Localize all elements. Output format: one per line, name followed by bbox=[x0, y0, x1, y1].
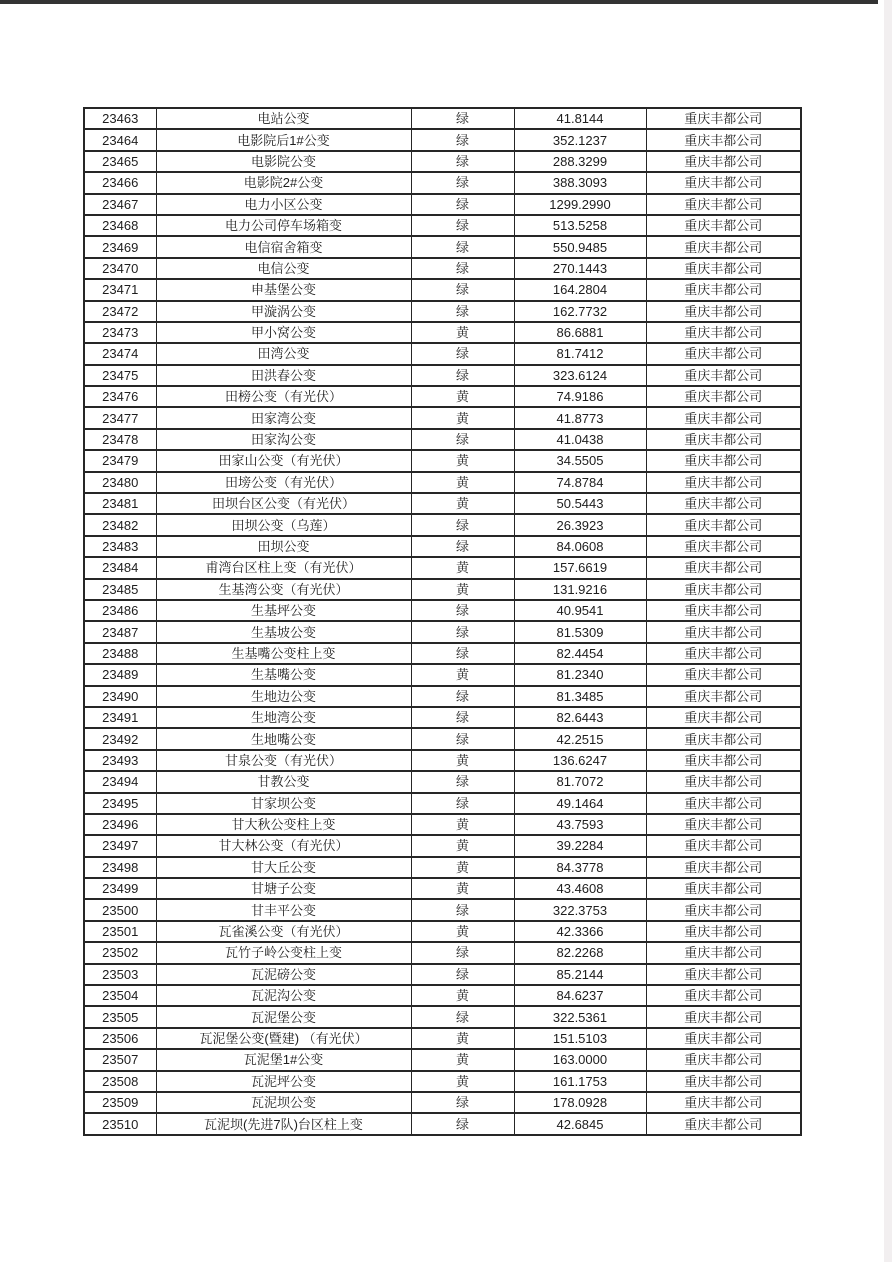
row-company-cell: 重庆丰都公司 bbox=[646, 215, 801, 236]
row-id-cell: 23478 bbox=[84, 429, 156, 450]
row-value-cell: 178.0928 bbox=[514, 1092, 646, 1113]
row-name-cell: 甲小窝公变 bbox=[156, 322, 411, 343]
table-row bbox=[84, 686, 801, 707]
row-name-cell: 田塝公变（有光伏） bbox=[156, 472, 411, 493]
row-name-cell: 瓦竹子岭公变柱上变 bbox=[156, 942, 411, 963]
row-name-cell: 电力公司停车场箱变 bbox=[156, 215, 411, 236]
row-value-cell: 352.1237 bbox=[514, 129, 646, 150]
row-status-color-cell: 绿 bbox=[411, 707, 514, 728]
row-status-color-cell: 黄 bbox=[411, 814, 514, 835]
table-row bbox=[84, 579, 801, 600]
row-id-cell: 23466 bbox=[84, 172, 156, 193]
row-id-cell: 23488 bbox=[84, 643, 156, 664]
row-value-cell: 41.8144 bbox=[514, 108, 646, 129]
row-value-cell: 151.5103 bbox=[514, 1028, 646, 1049]
table-row bbox=[84, 1049, 801, 1070]
row-value-cell: 43.7593 bbox=[514, 814, 646, 835]
table-row bbox=[84, 1006, 801, 1027]
row-id-cell: 23480 bbox=[84, 472, 156, 493]
row-name-cell: 田家沟公变 bbox=[156, 429, 411, 450]
table-row bbox=[84, 450, 801, 471]
table-row bbox=[84, 172, 801, 193]
table-row bbox=[84, 1092, 801, 1113]
row-status-color-cell: 黄 bbox=[411, 1049, 514, 1070]
row-name-cell: 甘教公变 bbox=[156, 771, 411, 792]
row-company-cell: 重庆丰都公司 bbox=[646, 450, 801, 471]
row-name-cell: 瓦雀溪公变（有光伏） bbox=[156, 921, 411, 942]
row-value-cell: 322.3753 bbox=[514, 899, 646, 920]
row-name-cell: 生地边公变 bbox=[156, 686, 411, 707]
row-name-cell: 田家山公变（有光伏） bbox=[156, 450, 411, 471]
table-row bbox=[84, 407, 801, 428]
row-value-cell: 39.2284 bbox=[514, 835, 646, 856]
row-id-cell: 23464 bbox=[84, 129, 156, 150]
row-status-color-cell: 绿 bbox=[411, 1092, 514, 1113]
row-status-color-cell: 绿 bbox=[411, 108, 514, 129]
row-id-cell: 23470 bbox=[84, 258, 156, 279]
row-value-cell: 163.0000 bbox=[514, 1049, 646, 1070]
table-row bbox=[84, 386, 801, 407]
row-id-cell: 23498 bbox=[84, 857, 156, 878]
row-id-cell: 23492 bbox=[84, 728, 156, 749]
row-company-cell: 重庆丰都公司 bbox=[646, 407, 801, 428]
row-id-cell: 23485 bbox=[84, 579, 156, 600]
row-value-cell: 43.4608 bbox=[514, 878, 646, 899]
row-value-cell: 81.5309 bbox=[514, 621, 646, 642]
row-status-color-cell: 绿 bbox=[411, 172, 514, 193]
row-id-cell: 23496 bbox=[84, 814, 156, 835]
row-company-cell: 重庆丰都公司 bbox=[646, 129, 801, 150]
row-id-cell: 23471 bbox=[84, 279, 156, 300]
row-company-cell: 重庆丰都公司 bbox=[646, 472, 801, 493]
row-name-cell: 甘塘子公变 bbox=[156, 878, 411, 899]
row-company-cell: 重庆丰都公司 bbox=[646, 686, 801, 707]
row-id-cell: 23481 bbox=[84, 493, 156, 514]
row-status-color-cell: 绿 bbox=[411, 942, 514, 963]
row-status-color-cell: 黄 bbox=[411, 835, 514, 856]
row-company-cell: 重庆丰都公司 bbox=[646, 1028, 801, 1049]
row-company-cell: 重庆丰都公司 bbox=[646, 899, 801, 920]
page-right-edge bbox=[884, 0, 892, 1262]
row-id-cell: 23490 bbox=[84, 686, 156, 707]
row-name-cell: 田坝公变 bbox=[156, 536, 411, 557]
row-status-color-cell: 黄 bbox=[411, 579, 514, 600]
row-value-cell: 270.1443 bbox=[514, 258, 646, 279]
row-name-cell: 电信公变 bbox=[156, 258, 411, 279]
row-id-cell: 23487 bbox=[84, 621, 156, 642]
row-id-cell: 23508 bbox=[84, 1071, 156, 1092]
row-id-cell: 23502 bbox=[84, 942, 156, 963]
table-row bbox=[84, 728, 801, 749]
row-name-cell: 甘家坝公变 bbox=[156, 793, 411, 814]
row-value-cell: 42.6845 bbox=[514, 1113, 646, 1134]
row-name-cell: 瓦泥磅公变 bbox=[156, 964, 411, 985]
row-value-cell: 81.2340 bbox=[514, 664, 646, 685]
row-status-color-cell: 黄 bbox=[411, 386, 514, 407]
row-company-cell: 重庆丰都公司 bbox=[646, 750, 801, 771]
table-row bbox=[84, 258, 801, 279]
row-company-cell: 重庆丰都公司 bbox=[646, 258, 801, 279]
row-status-color-cell: 黄 bbox=[411, 878, 514, 899]
row-name-cell: 瓦泥坝公变 bbox=[156, 1092, 411, 1113]
row-company-cell: 重庆丰都公司 bbox=[646, 151, 801, 172]
row-id-cell: 23489 bbox=[84, 664, 156, 685]
row-company-cell: 重庆丰都公司 bbox=[646, 921, 801, 942]
row-name-cell: 田坝公变（乌莲） bbox=[156, 514, 411, 535]
table-row bbox=[84, 536, 801, 557]
row-company-cell: 重庆丰都公司 bbox=[646, 493, 801, 514]
row-company-cell: 重庆丰都公司 bbox=[646, 964, 801, 985]
row-name-cell: 瓦泥坝(先进7队)台区柱上变 bbox=[156, 1113, 411, 1134]
row-value-cell: 42.2515 bbox=[514, 728, 646, 749]
row-name-cell: 电力小区公变 bbox=[156, 194, 411, 215]
row-status-color-cell: 黄 bbox=[411, 1071, 514, 1092]
row-status-color-cell: 绿 bbox=[411, 686, 514, 707]
row-name-cell: 瓦泥堡公变(暨建) （有光伏） bbox=[156, 1028, 411, 1049]
row-company-cell: 重庆丰都公司 bbox=[646, 536, 801, 557]
row-status-color-cell: 黄 bbox=[411, 472, 514, 493]
row-name-cell: 电信宿舍箱变 bbox=[156, 236, 411, 257]
row-status-color-cell: 绿 bbox=[411, 1113, 514, 1134]
row-status-color-cell: 绿 bbox=[411, 194, 514, 215]
row-company-cell: 重庆丰都公司 bbox=[646, 514, 801, 535]
row-company-cell: 重庆丰都公司 bbox=[646, 728, 801, 749]
table-row bbox=[84, 964, 801, 985]
row-company-cell: 重庆丰都公司 bbox=[646, 279, 801, 300]
row-id-cell: 23475 bbox=[84, 365, 156, 386]
row-name-cell: 甘大秋公变柱上变 bbox=[156, 814, 411, 835]
row-company-cell: 重庆丰都公司 bbox=[646, 557, 801, 578]
row-company-cell: 重庆丰都公司 bbox=[646, 194, 801, 215]
table-row bbox=[84, 664, 801, 685]
row-company-cell: 重庆丰都公司 bbox=[646, 857, 801, 878]
table-row bbox=[84, 493, 801, 514]
table-row bbox=[84, 1113, 801, 1134]
table-row bbox=[84, 814, 801, 835]
row-id-cell: 23479 bbox=[84, 450, 156, 471]
row-value-cell: 84.0608 bbox=[514, 536, 646, 557]
row-company-cell: 重庆丰都公司 bbox=[646, 793, 801, 814]
row-status-color-cell: 绿 bbox=[411, 215, 514, 236]
row-company-cell: 重庆丰都公司 bbox=[646, 301, 801, 322]
row-name-cell: 电站公变 bbox=[156, 108, 411, 129]
table-row bbox=[84, 557, 801, 578]
row-id-cell: 23473 bbox=[84, 322, 156, 343]
row-status-color-cell: 黄 bbox=[411, 857, 514, 878]
row-status-color-cell: 黄 bbox=[411, 557, 514, 578]
row-company-cell: 重庆丰都公司 bbox=[646, 1113, 801, 1134]
row-name-cell: 甲漩涡公变 bbox=[156, 301, 411, 322]
table-row bbox=[84, 1071, 801, 1092]
row-value-cell: 74.9186 bbox=[514, 386, 646, 407]
top-border-bar bbox=[0, 0, 878, 4]
row-value-cell: 157.6619 bbox=[514, 557, 646, 578]
row-id-cell: 23476 bbox=[84, 386, 156, 407]
row-company-cell: 重庆丰都公司 bbox=[646, 707, 801, 728]
row-status-color-cell: 黄 bbox=[411, 664, 514, 685]
row-company-cell: 重庆丰都公司 bbox=[646, 600, 801, 621]
row-value-cell: 82.2268 bbox=[514, 942, 646, 963]
row-id-cell: 23501 bbox=[84, 921, 156, 942]
row-value-cell: 388.3093 bbox=[514, 172, 646, 193]
table-row bbox=[84, 215, 801, 236]
row-name-cell: 生地嘴公变 bbox=[156, 728, 411, 749]
row-value-cell: 84.6237 bbox=[514, 985, 646, 1006]
row-id-cell: 23509 bbox=[84, 1092, 156, 1113]
row-name-cell: 瓦泥沟公变 bbox=[156, 985, 411, 1006]
row-company-cell: 重庆丰都公司 bbox=[646, 942, 801, 963]
table-row bbox=[84, 236, 801, 257]
row-id-cell: 23493 bbox=[84, 750, 156, 771]
row-status-color-cell: 绿 bbox=[411, 964, 514, 985]
row-name-cell: 甘大丘公变 bbox=[156, 857, 411, 878]
row-name-cell: 瓦泥坪公变 bbox=[156, 1071, 411, 1092]
row-status-color-cell: 黄 bbox=[411, 1028, 514, 1049]
row-id-cell: 23477 bbox=[84, 407, 156, 428]
row-id-cell: 23497 bbox=[84, 835, 156, 856]
row-status-color-cell: 绿 bbox=[411, 1006, 514, 1027]
row-company-cell: 重庆丰都公司 bbox=[646, 664, 801, 685]
row-name-cell: 生地湾公变 bbox=[156, 707, 411, 728]
row-value-cell: 42.3366 bbox=[514, 921, 646, 942]
row-name-cell: 甘丰平公变 bbox=[156, 899, 411, 920]
table-row bbox=[84, 707, 801, 728]
row-company-cell: 重庆丰都公司 bbox=[646, 236, 801, 257]
table-body bbox=[84, 108, 801, 1135]
row-id-cell: 23465 bbox=[84, 151, 156, 172]
row-value-cell: 41.0438 bbox=[514, 429, 646, 450]
row-value-cell: 49.1464 bbox=[514, 793, 646, 814]
row-name-cell: 甘泉公变（有光伏） bbox=[156, 750, 411, 771]
table-row bbox=[84, 343, 801, 364]
row-value-cell: 81.3485 bbox=[514, 686, 646, 707]
row-id-cell: 23486 bbox=[84, 600, 156, 621]
row-status-color-cell: 黄 bbox=[411, 407, 514, 428]
row-id-cell: 23510 bbox=[84, 1113, 156, 1134]
row-value-cell: 81.7412 bbox=[514, 343, 646, 364]
row-name-cell: 田家湾公变 bbox=[156, 407, 411, 428]
table-row bbox=[84, 129, 801, 150]
row-company-cell: 重庆丰都公司 bbox=[646, 985, 801, 1006]
row-status-color-cell: 绿 bbox=[411, 771, 514, 792]
row-company-cell: 重庆丰都公司 bbox=[646, 1071, 801, 1092]
row-id-cell: 23504 bbox=[84, 985, 156, 1006]
row-status-color-cell: 绿 bbox=[411, 429, 514, 450]
table-row bbox=[84, 301, 801, 322]
row-status-color-cell: 绿 bbox=[411, 301, 514, 322]
row-status-color-cell: 黄 bbox=[411, 322, 514, 343]
row-id-cell: 23469 bbox=[84, 236, 156, 257]
row-name-cell: 瓦泥堡1#公变 bbox=[156, 1049, 411, 1070]
row-id-cell: 23463 bbox=[84, 108, 156, 129]
row-id-cell: 23468 bbox=[84, 215, 156, 236]
row-company-cell: 重庆丰都公司 bbox=[646, 429, 801, 450]
table-row bbox=[84, 643, 801, 664]
row-status-color-cell: 绿 bbox=[411, 151, 514, 172]
row-name-cell: 生基嘴公变柱上变 bbox=[156, 643, 411, 664]
row-value-cell: 34.5505 bbox=[514, 450, 646, 471]
table-row bbox=[84, 1028, 801, 1049]
table-row bbox=[84, 108, 801, 129]
row-id-cell: 23484 bbox=[84, 557, 156, 578]
table-row bbox=[84, 835, 801, 856]
row-id-cell: 23491 bbox=[84, 707, 156, 728]
table-row bbox=[84, 899, 801, 920]
row-status-color-cell: 绿 bbox=[411, 899, 514, 920]
row-status-color-cell: 绿 bbox=[411, 343, 514, 364]
row-id-cell: 23467 bbox=[84, 194, 156, 215]
table-row bbox=[84, 472, 801, 493]
row-status-color-cell: 黄 bbox=[411, 493, 514, 514]
row-status-color-cell: 黄 bbox=[411, 750, 514, 771]
row-company-cell: 重庆丰都公司 bbox=[646, 814, 801, 835]
row-value-cell: 50.5443 bbox=[514, 493, 646, 514]
table-row bbox=[84, 921, 801, 942]
row-value-cell: 322.5361 bbox=[514, 1006, 646, 1027]
row-name-cell: 瓦泥堡公变 bbox=[156, 1006, 411, 1027]
row-value-cell: 1299.2990 bbox=[514, 194, 646, 215]
table-row bbox=[84, 194, 801, 215]
row-company-cell: 重庆丰都公司 bbox=[646, 579, 801, 600]
row-value-cell: 84.3778 bbox=[514, 857, 646, 878]
row-company-cell: 重庆丰都公司 bbox=[646, 621, 801, 642]
row-name-cell: 田坝台区公变（有光伏） bbox=[156, 493, 411, 514]
row-value-cell: 288.3299 bbox=[514, 151, 646, 172]
row-value-cell: 82.4454 bbox=[514, 643, 646, 664]
row-id-cell: 23503 bbox=[84, 964, 156, 985]
row-company-cell: 重庆丰都公司 bbox=[646, 1049, 801, 1070]
row-company-cell: 重庆丰都公司 bbox=[646, 878, 801, 899]
row-value-cell: 40.9541 bbox=[514, 600, 646, 621]
row-name-cell: 电影院公变 bbox=[156, 151, 411, 172]
row-company-cell: 重庆丰都公司 bbox=[646, 835, 801, 856]
row-status-color-cell: 绿 bbox=[411, 793, 514, 814]
row-id-cell: 23506 bbox=[84, 1028, 156, 1049]
row-value-cell: 81.7072 bbox=[514, 771, 646, 792]
row-company-cell: 重庆丰都公司 bbox=[646, 771, 801, 792]
row-status-color-cell: 绿 bbox=[411, 129, 514, 150]
row-id-cell: 23482 bbox=[84, 514, 156, 535]
table-row bbox=[84, 942, 801, 963]
table-row bbox=[84, 750, 801, 771]
row-status-color-cell: 绿 bbox=[411, 258, 514, 279]
row-company-cell: 重庆丰都公司 bbox=[646, 322, 801, 343]
row-name-cell: 电影院后1#公变 bbox=[156, 129, 411, 150]
row-status-color-cell: 绿 bbox=[411, 621, 514, 642]
row-id-cell: 23505 bbox=[84, 1006, 156, 1027]
row-status-color-cell: 黄 bbox=[411, 921, 514, 942]
row-id-cell: 23499 bbox=[84, 878, 156, 899]
table-row bbox=[84, 322, 801, 343]
row-name-cell: 甘大林公变（有光伏） bbox=[156, 835, 411, 856]
row-status-color-cell: 绿 bbox=[411, 600, 514, 621]
table-row bbox=[84, 429, 801, 450]
row-company-cell: 重庆丰都公司 bbox=[646, 1006, 801, 1027]
table-row bbox=[84, 857, 801, 878]
row-company-cell: 重庆丰都公司 bbox=[646, 1092, 801, 1113]
row-name-cell: 生基坡公变 bbox=[156, 621, 411, 642]
row-value-cell: 136.6247 bbox=[514, 750, 646, 771]
table-row bbox=[84, 621, 801, 642]
row-company-cell: 重庆丰都公司 bbox=[646, 172, 801, 193]
row-value-cell: 82.6443 bbox=[514, 707, 646, 728]
row-name-cell: 甫湾台区柱上变（有光伏） bbox=[156, 557, 411, 578]
table-row bbox=[84, 365, 801, 386]
row-company-cell: 重庆丰都公司 bbox=[646, 386, 801, 407]
row-company-cell: 重庆丰都公司 bbox=[646, 365, 801, 386]
row-id-cell: 23472 bbox=[84, 301, 156, 322]
row-value-cell: 550.9485 bbox=[514, 236, 646, 257]
table-row bbox=[84, 151, 801, 172]
row-id-cell: 23474 bbox=[84, 343, 156, 364]
row-value-cell: 131.9216 bbox=[514, 579, 646, 600]
table-row bbox=[84, 279, 801, 300]
transformer-table bbox=[83, 107, 802, 1136]
row-name-cell: 生基坪公变 bbox=[156, 600, 411, 621]
row-value-cell: 74.8784 bbox=[514, 472, 646, 493]
row-status-color-cell: 绿 bbox=[411, 536, 514, 557]
row-name-cell: 生基嘴公变 bbox=[156, 664, 411, 685]
table-row bbox=[84, 878, 801, 899]
row-value-cell: 162.7732 bbox=[514, 301, 646, 322]
row-name-cell: 电影院2#公变 bbox=[156, 172, 411, 193]
row-status-color-cell: 绿 bbox=[411, 514, 514, 535]
row-status-color-cell: 黄 bbox=[411, 450, 514, 471]
row-company-cell: 重庆丰都公司 bbox=[646, 108, 801, 129]
row-value-cell: 85.2144 bbox=[514, 964, 646, 985]
row-status-color-cell: 绿 bbox=[411, 365, 514, 386]
row-status-color-cell: 黄 bbox=[411, 985, 514, 1006]
table-row bbox=[84, 793, 801, 814]
row-value-cell: 161.1753 bbox=[514, 1071, 646, 1092]
row-id-cell: 23507 bbox=[84, 1049, 156, 1070]
row-name-cell: 申基堡公变 bbox=[156, 279, 411, 300]
row-id-cell: 23495 bbox=[84, 793, 156, 814]
table-row bbox=[84, 771, 801, 792]
row-value-cell: 164.2804 bbox=[514, 279, 646, 300]
row-status-color-cell: 绿 bbox=[411, 236, 514, 257]
row-id-cell: 23500 bbox=[84, 899, 156, 920]
row-company-cell: 重庆丰都公司 bbox=[646, 643, 801, 664]
row-company-cell: 重庆丰都公司 bbox=[646, 343, 801, 364]
table-row bbox=[84, 985, 801, 1006]
row-name-cell: 田湾公变 bbox=[156, 343, 411, 364]
row-status-color-cell: 绿 bbox=[411, 728, 514, 749]
table-row bbox=[84, 514, 801, 535]
row-value-cell: 41.8773 bbox=[514, 407, 646, 428]
row-name-cell: 生基湾公变（有光伏） bbox=[156, 579, 411, 600]
table-row bbox=[84, 600, 801, 621]
row-name-cell: 田榜公变（有光伏） bbox=[156, 386, 411, 407]
row-status-color-cell: 绿 bbox=[411, 279, 514, 300]
row-status-color-cell: 绿 bbox=[411, 643, 514, 664]
row-value-cell: 513.5258 bbox=[514, 215, 646, 236]
row-name-cell: 田洪春公变 bbox=[156, 365, 411, 386]
row-value-cell: 86.6881 bbox=[514, 322, 646, 343]
row-id-cell: 23483 bbox=[84, 536, 156, 557]
row-id-cell: 23494 bbox=[84, 771, 156, 792]
row-value-cell: 26.3923 bbox=[514, 514, 646, 535]
row-value-cell: 323.6124 bbox=[514, 365, 646, 386]
